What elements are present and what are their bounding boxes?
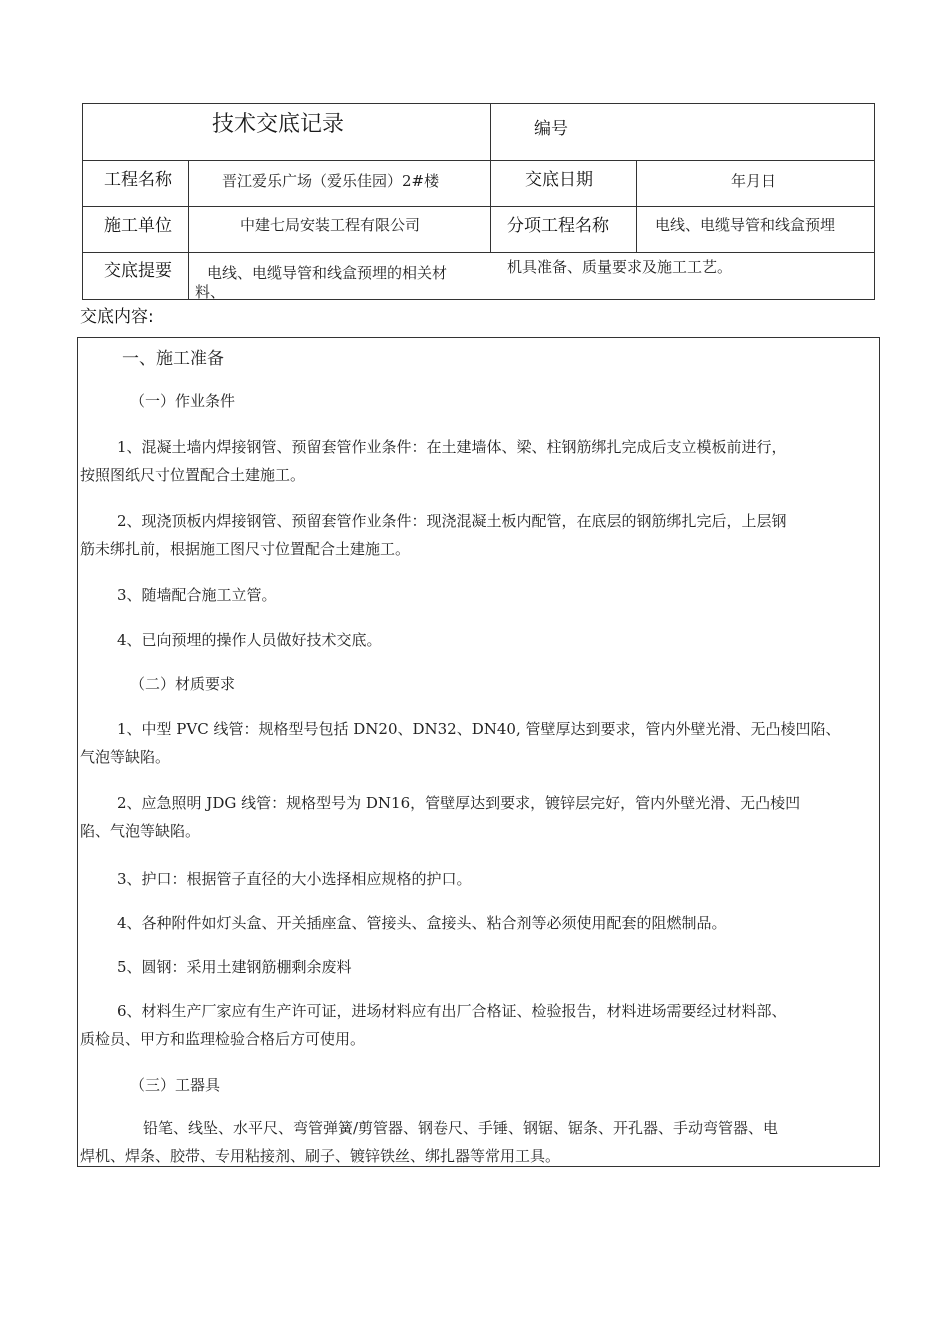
subproject-label: 分项工程名称 — [507, 216, 609, 236]
subsection-heading: （三）工器具 — [130, 1076, 221, 1094]
paragraph-line: 铅笔、线坠、水平尺、弯管弹簧/剪管器、钢卷尺、手锤、钢锯、锯条、开孔器、手动弯管器、电 — [143, 1119, 779, 1137]
section-heading: 一、施工准备 — [122, 349, 224, 369]
paragraph-line: 1、中型 PVC 线管：规格型号包括 DN20、DN32、DN40, 管壁厚达到要求，管内外壁光滑、无凸棱凹陷、 — [117, 720, 841, 738]
divider — [188, 160, 189, 300]
paragraph-line: 焊机、焊条、胶带、专用粘接剂、刷子、镀锌铁丝、绑扎器等常用工具。 — [80, 1147, 561, 1165]
paragraph-line: 3、随墙配合施工立管。 — [117, 586, 277, 604]
subsection-heading: （二）材质要求 — [130, 675, 236, 693]
summary-text-part1: 电线、电缆导管和线盒预埋的相关材 — [207, 264, 448, 282]
divider — [82, 252, 875, 253]
summary-text-part2: 机具准备、质量要求及施工工艺。 — [507, 258, 733, 276]
project-name-label: 工程名称 — [104, 170, 172, 190]
paragraph-line: 筋未绑扎前，根据施工图尺寸位置配合土建施工。 — [80, 540, 411, 558]
content-label: 交底内容: — [80, 307, 154, 327]
paragraph-line: 气泡等缺陷。 — [80, 748, 171, 766]
paragraph-line: 按照图纸尺寸位置配合土建施工。 — [80, 466, 306, 484]
date-value: 年月日 — [731, 172, 777, 190]
date-label: 交底日期 — [525, 170, 593, 190]
number-label: 编号 — [534, 119, 568, 139]
summary-text-part1b: 料、 — [195, 283, 226, 301]
divider — [82, 206, 875, 207]
paragraph-line: 1、混凝土墙内焊接钢管、预留套管作业条件：在土建墙体、梁、柱钢筋绑扎完成后支立模板前进行， — [117, 438, 787, 456]
summary-label: 交底提要 — [104, 261, 172, 281]
paragraph-line: 质检员、甲方和监理检验合格后方可使用。 — [80, 1030, 366, 1048]
divider — [636, 160, 637, 252]
subsection-heading: （一）作业条件 — [130, 392, 236, 410]
paragraph-line: 4、各种附件如灯头盒、开关插座盒、管接头、盒接头、粘合剂等必须使用配套的阻燃制品。 — [117, 914, 727, 932]
paragraph-line: 3、护口：根据管子直径的大小选择相应规格的护口。 — [117, 870, 472, 888]
paragraph-line: 5、圆钢：采用土建钢筋棚剩余废料 — [117, 958, 352, 976]
paragraph-line: 2、现浇顶板内焊接钢管、预留套管作业条件：现浇混凝土板内配管，在底层的钢筋绑扎完后，上层钢 — [117, 512, 787, 530]
project-name-value: 晋江爱乐广场（爱乐佳园）2#楼 — [222, 172, 440, 190]
subproject-value: 电线、电缆导管和线盒预埋 — [655, 216, 836, 234]
divider — [490, 103, 491, 252]
unit-value: 中建七局安装工程有限公司 — [240, 216, 421, 234]
paragraph-line: 2、应急照明 JDG 线管：规格型号为 DN16，管壁厚达到要求，镀锌层完好，管内外壁光滑、无凸棱凹 — [117, 794, 801, 812]
divider — [82, 160, 875, 161]
paragraph-line: 6、材料生产厂家应有生产许可证，进场材料应有出厂合格证、检验报告，材料进场需要经过材料部、 — [117, 1002, 787, 1020]
paragraph-line: 陷、气泡等缺陷。 — [80, 822, 201, 840]
header-table — [82, 103, 875, 300]
page-title: 技术交底记录 — [212, 112, 345, 137]
paragraph-line: 4、已向预埋的操作人员做好技术交底。 — [117, 631, 382, 649]
unit-label: 施工单位 — [104, 216, 172, 236]
